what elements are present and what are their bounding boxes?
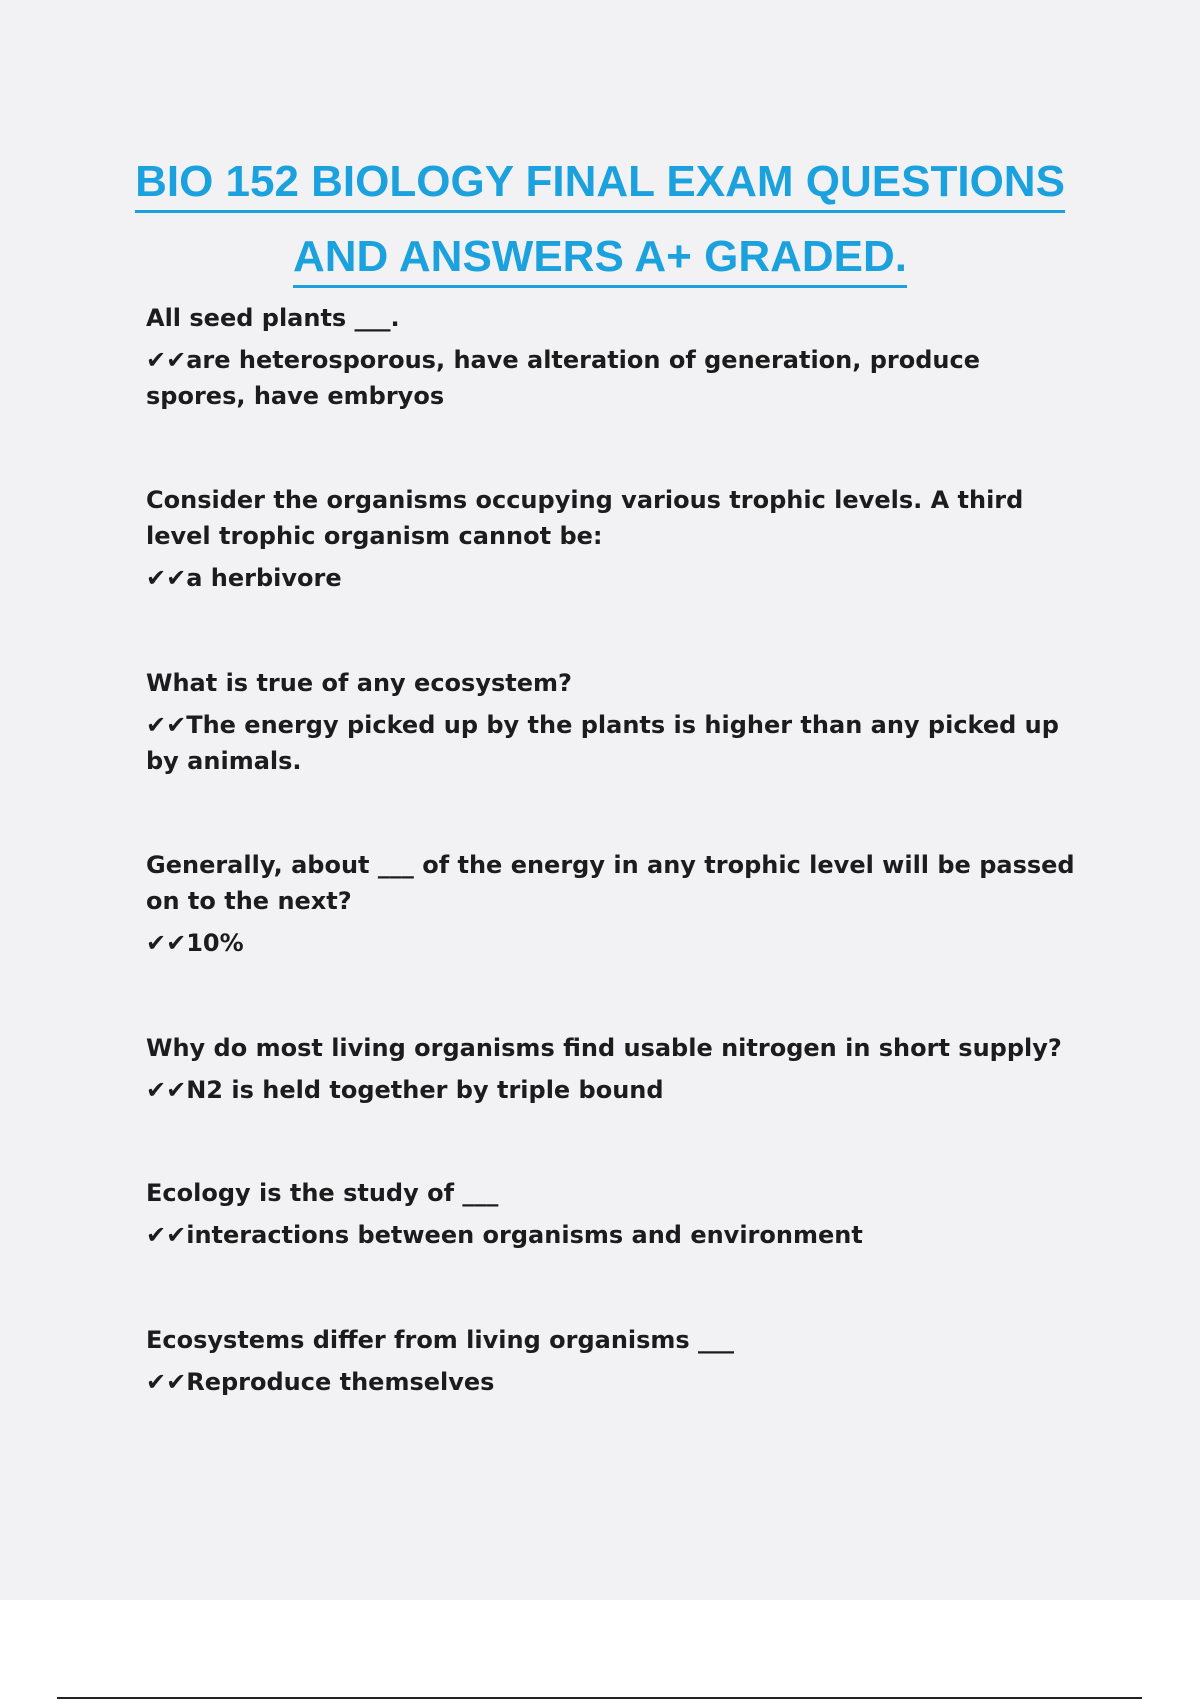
qa-item-4 <box>146 847 1086 961</box>
answer-text <box>146 1364 1086 1400</box>
qa-item-6 <box>146 1175 1086 1253</box>
question-text: Consider the organisms occupying various trophic levels. A third level trophic organism cannot be: <box>146 486 1024 550</box>
title-line-1: BIO 152 BIOLOGY FINAL EXAM QUESTIONS <box>135 154 1065 213</box>
answer-value: N2 is held together by triple bound <box>186 1076 664 1104</box>
answer-text <box>146 1072 1086 1108</box>
qa-item-7 <box>146 1322 1086 1400</box>
check-icon: ✔✔ <box>146 1368 187 1396</box>
answer-text <box>146 1217 1086 1253</box>
check-icon: ✔✔ <box>146 1221 187 1249</box>
question-text: What is true of any ecosystem? <box>146 669 572 697</box>
question-text: Ecology is the study of ___ <box>146 1179 499 1207</box>
check-icon: ✔✔ <box>146 564 187 592</box>
check-icon: ✔✔ <box>146 711 187 739</box>
answer-text <box>146 925 1086 961</box>
answer-text <box>146 560 1086 596</box>
qa-item-1 <box>146 300 1086 414</box>
check-icon: ✔✔ <box>146 346 187 374</box>
qa-item-3 <box>146 665 1086 779</box>
answer-value: 10% <box>186 929 244 957</box>
question-text: Why do most living organisms find usable nitrogen in short supply? <box>146 1034 1062 1062</box>
question-text: All seed plants ___. <box>146 304 400 332</box>
answer-value: Reproduce themselves <box>186 1368 495 1396</box>
document-title <box>0 148 1200 298</box>
answer-text <box>146 707 1086 779</box>
check-icon: ✔✔ <box>146 929 187 957</box>
footer-divider <box>57 1697 1142 1699</box>
title-line-2: AND ANSWERS A+ GRADED. <box>293 229 907 288</box>
answer-value: The energy picked up by the plants is higher than any picked up by animals. <box>146 711 1059 775</box>
question-text: Generally, about ___ of the energy in any trophic level will be passed on to the next? <box>146 851 1075 915</box>
answer-text <box>146 342 1086 414</box>
answer-value: interactions between organisms and environment <box>186 1221 863 1249</box>
qa-item-5 <box>146 1030 1086 1108</box>
check-icon: ✔✔ <box>146 1076 187 1104</box>
answer-value: a herbivore <box>186 564 342 592</box>
question-text: Ecosystems differ from living organisms ___ <box>146 1326 735 1354</box>
answer-value: are heterosporous, have alteration of generation, produce spores, have embryos <box>146 346 980 410</box>
qa-item-2 <box>146 482 1086 596</box>
